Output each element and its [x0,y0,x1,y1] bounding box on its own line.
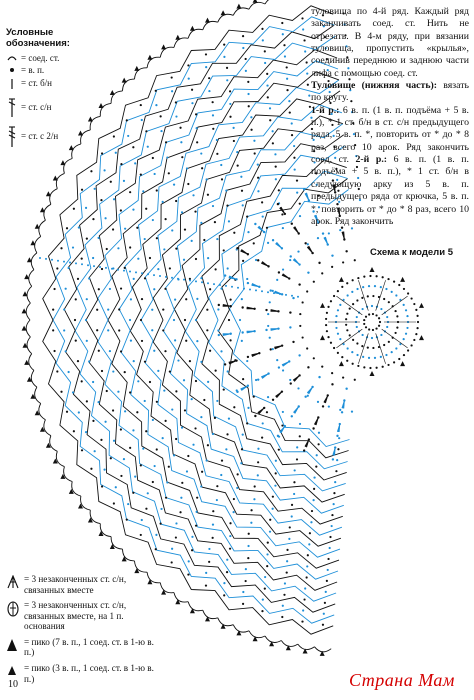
instructions-paragraph-2: Туловище (нижняя часть): вязать по кругу. [311,80,470,104]
row2-label: 2-й р.: [355,154,388,166]
legend-item-double-crochet: = ст. с/н [6,98,116,118]
page-number: 10 [8,679,18,690]
legend-top [6,28,116,156]
treble-crochet-icon [6,126,18,148]
legend-bottom-item: = пико (3 в. п., 1 соед. ст. в 1-ю в. п.) [6,663,156,684]
single-crochet-icon [6,78,18,90]
three-dc-one-base-icon [6,600,20,632]
legend-item-slip-stitch: = соед. ст. [6,53,116,63]
legend-item-single-crochet: = ст. б/н [6,78,116,90]
legend-bottom-item: = пико (7 в. п., 1 соед. ст. в 1-ю в. п.) [6,637,156,658]
legend-title: Условные обозначения: [6,27,70,49]
watermark-logo: Страна Мам [349,670,455,690]
instructions-text [311,6,469,228]
legend-bottom-item: = 3 незаконченных ст. с/н, связанных вместе [6,574,156,595]
picot-7-icon [6,637,20,658]
legend-bottom-item: = 3 незаконченных ст. с/н, связанных вместе, на 1 п. основания [6,600,156,632]
instructions-paragraph-1: туловища по 4-й ряд. Каждый ряд заканчивать соед. ст. Нить не отрезать. В 4-м ряду, при вязании туловища, пропустить «крылья», соединив переднюю и заднюю части лифа с помощью соед. ст. [311,6,469,79]
row1-label: 1-й р.: [311,104,340,116]
slip-stitch-arc-icon [6,55,18,61]
instructions-paragraph-3: 1-й р.: 6 в. п. (1 в. п. подъёма + 5 в. п.), * 1 ст. б/н в ст. с/н предыдущего ряда, 5 в. п. *, повторить от * до * 8 раз, всего 10 арок. Ряд закончить соед. ст. 2-й р.: 6 в. п. (1 в. п. подъёма + 5 в. п.), * 1 ст. б/н в следующую арку из 5 в. п. предыдущего ряда от крючка, 5 в. п. *, повторить от * до * 8 раз, всего 10 арок. Ряд закончить [311,104,470,227]
double-crochet-icon [6,98,18,118]
legend-bottom [6,574,156,689]
chain-dot-icon [6,67,18,73]
legend-item-chain: = в. п. [6,65,116,75]
section-title: Туловище (нижняя часть): [311,80,438,92]
scheme-title: Схема к модели 5 [370,247,453,258]
legend-item-treble-crochet: = ст. с 2/н [6,126,116,148]
three-dc-together-icon [6,574,20,595]
